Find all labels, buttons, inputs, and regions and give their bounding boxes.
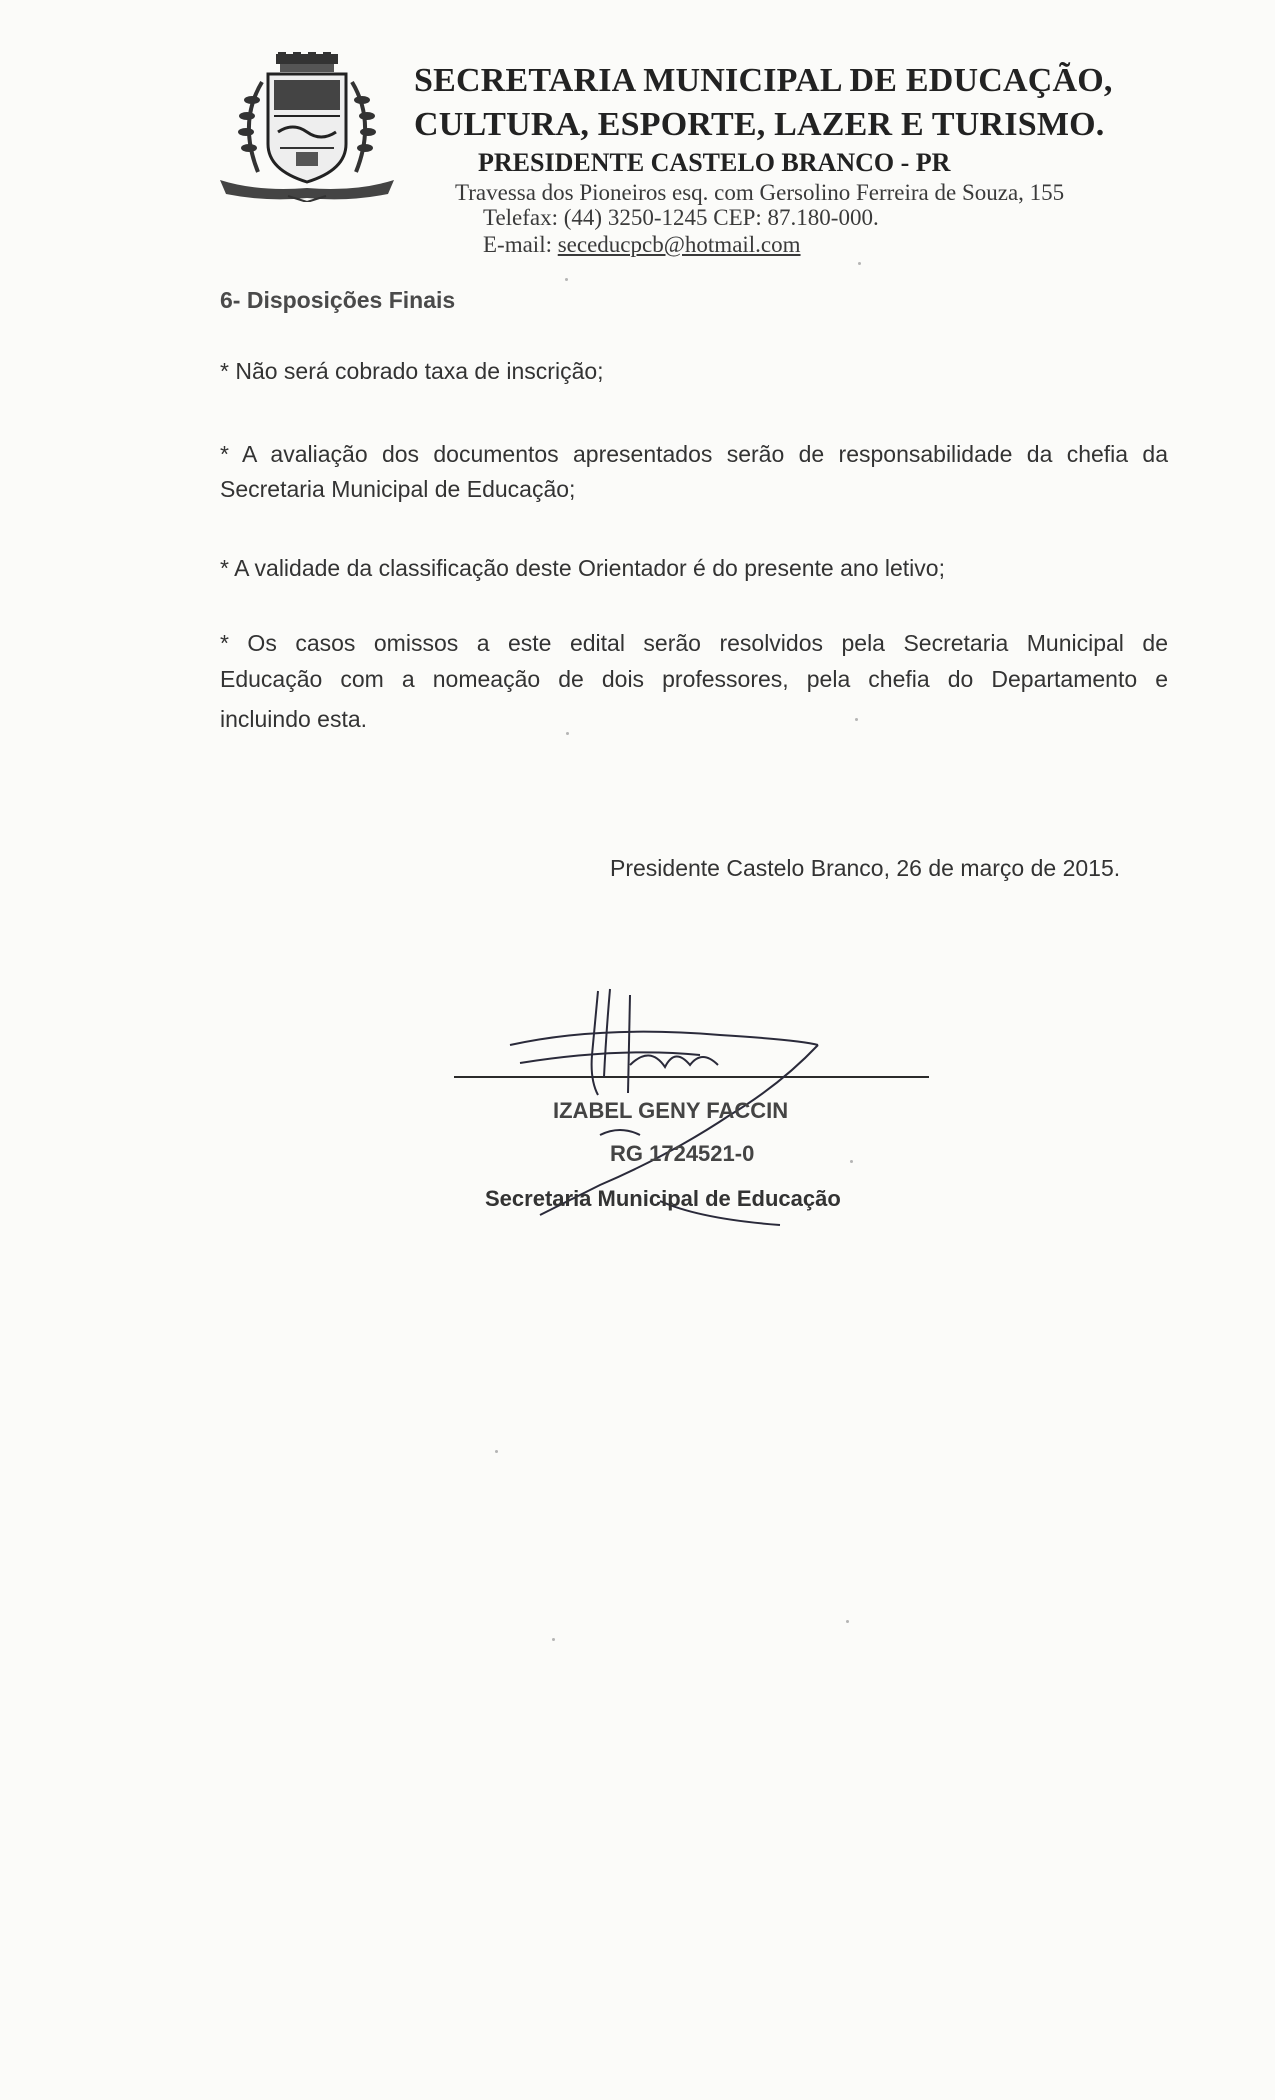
municipal-coat-of-arms-icon <box>218 52 396 202</box>
email-address: seceducpcb@hotmail.com <box>557 232 801 257</box>
provision-item-line: * A avaliação dos documentos apresentados serão de responsabilidade da chefia da <box>220 441 1168 467</box>
scan-speck <box>858 262 861 265</box>
email-label: E-mail: <box>483 232 558 257</box>
scan-speck <box>495 1450 498 1453</box>
letterhead-title-line2: CULTURA, ESPORTE, LAZER E TURISMO. <box>414 106 1105 143</box>
letterhead-address: Travessa dos Pioneiros esq. com Gersolino Ferreira de Souza, 155 <box>455 180 1065 205</box>
scan-speck <box>846 1620 849 1623</box>
section-title: 6- Disposições Finais <box>220 287 456 313</box>
scan-speck <box>552 1638 555 1641</box>
signer-name: IZABEL GENY FACCIN <box>553 1098 789 1123</box>
provision-item-line: Educação com a nomeação de dois professores, pela chefia do Departamento e <box>220 666 1168 692</box>
letterhead-phone: Telefax: (44) 3250-1245 CEP: 87.180-000. <box>483 205 879 230</box>
provision-item-line: * Os casos omissos a este edital serão resolvidos pela Secretaria Municipal de <box>220 630 1168 656</box>
scan-speck <box>855 718 858 721</box>
scan-speck <box>565 278 568 281</box>
letterhead-email-line <box>483 232 801 258</box>
provision-item-line: Secretaria Municipal de Educação; <box>220 476 576 502</box>
letterhead-title-line1: SECRETARIA MUNICIPAL DE EDUCAÇÃO, <box>414 62 1113 99</box>
date-line: Presidente Castelo Branco, 26 de março de 2015. <box>610 855 1121 881</box>
scan-speck <box>850 1160 853 1163</box>
signer-department: Secretaria Municipal de Educação <box>485 1186 841 1211</box>
provision-item-line: incluindo esta. <box>220 706 368 732</box>
signer-rg: RG 1724521-0 <box>610 1141 755 1166</box>
letterhead-city: PRESIDENTE CASTELO BRANCO - PR <box>478 148 951 177</box>
provision-item: * Não será cobrado taxa de inscrição; <box>220 358 604 384</box>
provision-item: * A validade da classificação deste Orientador é do presente ano letivo; <box>220 555 945 581</box>
scan-speck <box>566 732 569 735</box>
